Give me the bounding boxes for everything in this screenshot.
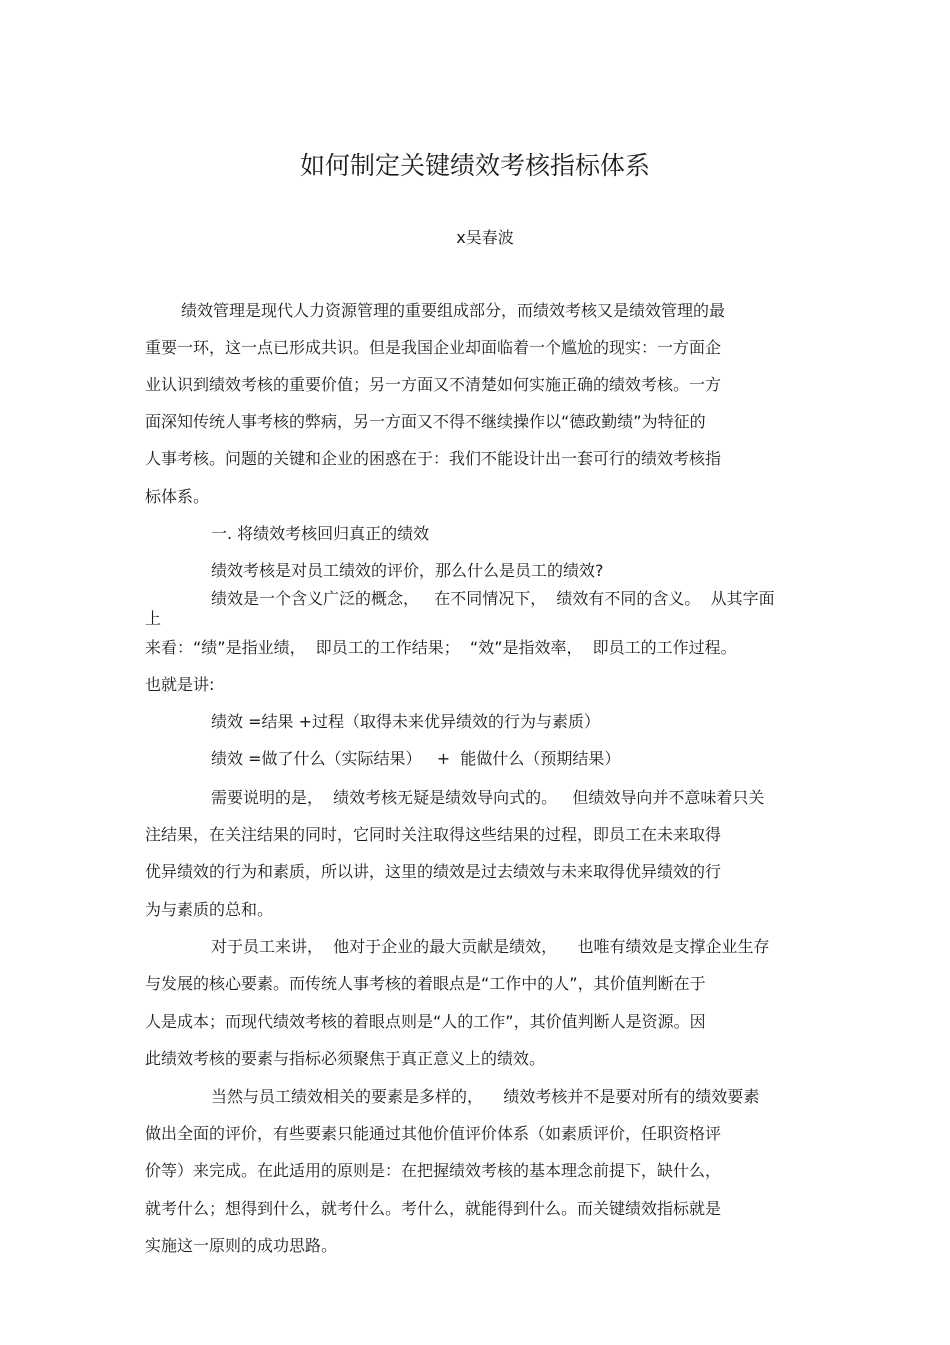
paragraph-line: 标体系。 (145, 487, 210, 506)
author-line: x吴春波 (456, 228, 514, 247)
paragraph-line: 上 (145, 609, 162, 628)
paragraph-line: 人事考核。问题的关键和企业的困惑在于：我们不能设计出一套可行的绩效考核指 (145, 449, 722, 468)
paragraph-line: 绩效考核是对员工绩效的评价，那么什么是员工的绩效? (211, 561, 604, 580)
paragraph-line: 面深知传统人事考核的弊病，另一方面又不得不继续操作以“德政勤绩”为特征的 (145, 412, 706, 431)
paragraph-line: 绩效管理是现代人力资源管理的重要组成部分，而绩效考核又是绩效管理的最 (181, 301, 726, 320)
paragraph-line: 需要说明的是， 绩效考核无疑是绩效导向式的。 但绩效导向并不意味着只关 (211, 788, 765, 807)
paragraph-line: 来看：“绩”是指业绩， 即员工的工作结果； “效”是指效率， 即员工的工作过程。 (145, 638, 737, 657)
paragraph-line: 与发展的核心要素。而传统人事考核的着眼点是“工作中的人”，其价值判断在于 (145, 974, 706, 993)
paragraph-line: 也就是讲: (145, 675, 215, 694)
paragraph-line: 实施这一原则的成功思路。 (145, 1236, 338, 1255)
paragraph-line: 为与素质的总和。 (145, 900, 274, 919)
paragraph-line: 注结果，在关注结果的同时，它同时关注取得这些结果的过程，即员工在未来取得 (145, 825, 722, 844)
paragraph-line: 做出全面的评价，有些要素只能通过其他价值评价体系（如素质评价，任职资格评 (145, 1124, 722, 1143)
paragraph-line: 人是成本；而现代绩效考核的着眼点则是“人的工作”，其价值判断人是资源。因 (145, 1012, 706, 1031)
document-title: 如何制定关键绩效考核指标体系 (299, 151, 650, 180)
formula-line: 绩效 =结果 +过程（取得未来优异绩效的行为与素质） (211, 712, 600, 731)
formula-line: 绩效 =做了什么（实际结果） + 能做什么（预期结果） (211, 749, 621, 768)
paragraph-line: 优异绩效的行为和素质，所以讲，这里的绩效是过去绩效与未来取得优异绩效的行 (145, 862, 722, 881)
paragraph-line: 业认识到绩效考核的重要价值；另一方面又不清楚如何实施正确的绩效考核。一方 (145, 375, 722, 394)
paragraph-line: 就考什么；想得到什么，就考什么。考什么，就能得到什么。而关键绩效指标就是 (145, 1199, 722, 1218)
paragraph-line: 此绩效考核的要素与指标必须聚焦于真正意义上的绩效。 (145, 1049, 546, 1068)
paragraph-line: 绩效是一个含义广泛的概念， 在不同情况下， 绩效有不同的含义。 从其字面 (211, 589, 775, 608)
paragraph-line: 重要一环，这一点已形成共识。但是我国企业却面临着一个尴尬的现实：一方面企 (145, 338, 722, 357)
paragraph-line: 当然与员工绩效相关的要素是多样的， 绩效考核并不是要对所有的绩效要素 (211, 1087, 760, 1106)
paragraph-line: 价等）来完成。在此适用的原则是：在把握绩效考核的基本理念前提下，缺什么， (145, 1161, 722, 1180)
section-heading: 一. 将绩效考核回归真正的绩效 (211, 524, 430, 543)
paragraph-line: 对于员工来讲， 他对于企业的最大贡献是绩效， 也唯有绩效是支撑企业生存 (211, 937, 770, 956)
